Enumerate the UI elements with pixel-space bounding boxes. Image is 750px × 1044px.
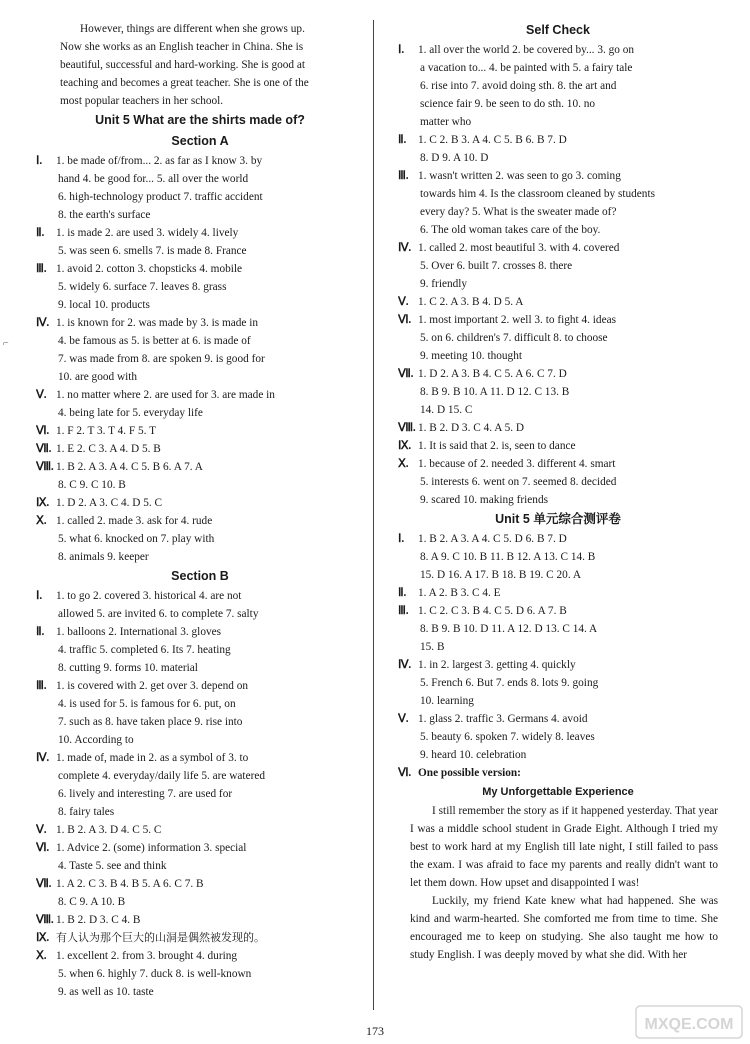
answer-line: 8. C 9. C 10. B: [58, 479, 126, 491]
answer-line: 10. According to: [58, 734, 134, 746]
answer-line: 9. local 10. products: [58, 299, 150, 311]
answer-text: 1. A 2. B 3. C 4. E: [418, 587, 501, 599]
answer-text: 1. C 2. C 3. B 4. C 5. D 6. A 7. B: [418, 605, 567, 617]
answer-line: [36, 947, 364, 965]
roman-numeral: Ⅱ.: [36, 227, 45, 239]
answer-line: 5. was seen 6. smells 7. is made 8. France: [58, 245, 247, 257]
answer-line: 5. Over 6. built 7. crosses 8. there: [420, 260, 573, 272]
binding-mark: ⌐: [3, 338, 9, 349]
paragraph-line: However, things are different when she grows up.: [80, 23, 305, 35]
answer-text: 1. C 2. B 3. A 4. C 5. B 6. B 7. D: [418, 134, 567, 146]
roman-numeral: Ⅷ.: [398, 422, 416, 434]
section-heading: Self Check: [526, 23, 590, 37]
roman-numeral: Ⅸ.: [36, 932, 50, 944]
paragraph-line: teaching and becomes a great teacher. She is one of the: [60, 77, 309, 89]
answer-line: 6. The old woman takes care of the boy.: [420, 224, 601, 236]
answer-line: hand 4. be good for... 5. all over the world: [58, 173, 249, 185]
answer-line: a vacation to... 4. be painted with 5. a fairy tale: [420, 62, 633, 74]
answer-line: [36, 839, 364, 857]
roman-numeral: Ⅳ.: [36, 317, 50, 329]
roman-numeral: Ⅶ.: [36, 878, 52, 890]
watermark-text: MXQE.COM: [644, 1016, 734, 1033]
answer-line: 8. cutting 9. forms 10. material: [58, 662, 198, 674]
roman-numeral: Ⅲ.: [398, 605, 409, 617]
essay-paragraph: I still remember the story as if it happened yesterday. That year I was a middle school student in Grade Eight. Although I tried my best to work hard at my English till late night, I still failed to pass the exam. I was afraid to face my parents and really didn't want to let them down. How upset and disappointed I was!: [410, 805, 718, 889]
answer-line: [36, 458, 364, 476]
essay-paragraph: Luckily, my friend Kate knew what had happened. She was kind and warm-hearted. She comforted me from time to time. She encouraged me to keep on studying. She also taught me how to study English. I was deeply moved by what she did. With her: [410, 895, 718, 961]
answer-line: [36, 875, 364, 893]
answer-line: [398, 656, 718, 674]
answer-line: [36, 386, 364, 404]
roman-numeral: Ⅲ.: [36, 680, 47, 692]
answer-text: 1. B 2. A 3. A 4. C 5. B 6. A 7. A: [56, 461, 203, 473]
answer-line: every day? 5. What is the sweater made of?: [420, 206, 617, 218]
answer-line: 5. on 6. children's 7. difficult 8. to choose: [420, 332, 608, 344]
answer-text: 1. B 2. D 3. C 4. B: [56, 914, 141, 926]
answer-text: 1. F 2. T 3. T 4. F 5. T: [56, 425, 157, 437]
roman-numeral: Ⅰ.: [398, 44, 405, 56]
answer-line: [36, 911, 364, 929]
answer-line: [36, 440, 364, 458]
answer-line: 5. when 6. highly 7. duck 8. is well-known: [58, 968, 252, 980]
answer-line: 10. learning: [420, 695, 474, 707]
roman-numeral: Ⅶ.: [398, 368, 414, 380]
answer-text: 1. Advice 2. (some) information 3. special: [56, 842, 247, 854]
answer-text: 1. to go 2. covered 3. historical 4. are not: [56, 590, 242, 602]
paragraph-line: most popular teachers in her school.: [60, 95, 224, 107]
answer-text: 1. in 2. largest 3. getting 4. quickly: [418, 659, 576, 671]
section-heading: Unit 5 What are the shirts made of?: [95, 113, 305, 127]
answer-line: 4. traffic 5. completed 6. Its 7. heating: [58, 644, 231, 656]
answer-text: 1. avoid 2. cotton 3. chopsticks 4. mobile: [56, 263, 243, 275]
answer-line: 5. what 6. knocked on 7. play with: [58, 533, 215, 545]
roman-numeral: Ⅶ.: [36, 443, 52, 455]
answer-text: 1. no matter where 2. are used for 3. are made in: [56, 389, 275, 401]
answer-line: 9. as well as 10. taste: [58, 986, 154, 998]
answer-line: [398, 455, 718, 473]
answer-line: 10. are good with: [58, 371, 138, 383]
answer-line: complete 4. everyday/daily life 5. are watered: [58, 770, 266, 782]
answer-text: 1. C 2. A 3. B 4. D 5. A: [418, 296, 524, 308]
answer-text: 1. B 2. A 3. D 4. C 5. C: [56, 824, 162, 836]
answer-line: [36, 224, 364, 242]
section-heading: Unit 5 单元综合测评卷: [495, 512, 621, 526]
answer-text: 1. wasn't written 2. was seen to go 3. coming: [418, 170, 621, 182]
answer-line: [36, 314, 364, 332]
answer-line: 5. beauty 6. spoken 7. widely 8. leaves: [420, 731, 595, 743]
answer-line: 4. Taste 5. see and think: [58, 860, 167, 872]
roman-numeral: Ⅲ.: [36, 263, 47, 275]
answer-text: 1. is covered with 2. get over 3. depend on: [56, 680, 248, 692]
answer-line: 5. French 6. But 7. ends 8. lots 9. going: [420, 677, 599, 689]
answer-line: 8. animals 9. keeper: [58, 551, 149, 563]
page-number: 173: [366, 1024, 384, 1038]
answer-text: 1. is known for 2. was made by 3. is made in: [56, 317, 259, 329]
roman-numeral: Ⅳ.: [398, 242, 412, 254]
essay-title: My Unforgettable Experience: [482, 786, 634, 798]
section-heading: Section B: [171, 569, 229, 583]
answer-line: 6. lively and interesting 7. are used for: [58, 788, 233, 800]
roman-numeral: Ⅱ.: [398, 134, 407, 146]
answer-text: 1. glass 2. traffic 3. Germans 4. avoid: [418, 713, 588, 725]
answer-line: [398, 131, 718, 149]
answer-line: 15. D 16. A 17. B 18. B 19. C 20. A: [420, 569, 582, 581]
answer-line: 8. B 9. B 10. A 11. D 12. C 13. B: [420, 386, 570, 398]
answer-line: [36, 512, 364, 530]
roman-numeral: Ⅴ.: [36, 389, 47, 401]
answer-line: [36, 422, 364, 440]
answer-line: [398, 530, 718, 548]
answer-line: [398, 365, 718, 383]
answer-line: 8. C 9. A 10. B: [58, 896, 126, 908]
answer-line: 15. B: [420, 641, 445, 653]
answer-line: [36, 821, 364, 839]
answer-line: [398, 437, 718, 455]
answer-line: 8. fairy tales: [58, 806, 115, 818]
right-column: [398, 20, 718, 964]
answer-text: 1. all over the world 2. be covered by... 3. go on: [418, 44, 635, 56]
answer-line: [398, 584, 718, 602]
answer-text: 1. called 2. most beautiful 3. with 4. covered: [418, 242, 620, 254]
answer-line: [36, 494, 364, 512]
answer-line: 14. D 15. C: [420, 404, 473, 416]
answer-text: 1. is made 2. are used 3. widely 4. lively: [56, 227, 239, 239]
answer-line: [36, 587, 364, 605]
answer-text: 1. because of 2. needed 3. different 4. smart: [418, 458, 616, 470]
roman-numeral: Ⅹ.: [36, 515, 47, 527]
answer-text: 1. be made of/from... 2. as far as I know 3. by: [56, 155, 263, 167]
answer-line: [398, 167, 718, 185]
answer-line: matter who: [420, 116, 472, 128]
answer-text: One possible version:: [418, 767, 521, 779]
answer-line: 9. friendly: [420, 278, 468, 290]
answer-line: towards him 4. Is the classroom cleaned by students: [420, 188, 655, 200]
answer-line: [398, 293, 718, 311]
answer-line: [36, 260, 364, 278]
answer-text: 1. It is said that 2. is, seen to dance: [418, 440, 576, 452]
roman-numeral: Ⅰ.: [398, 533, 405, 545]
roman-numeral: Ⅸ.: [398, 440, 412, 452]
roman-numeral: Ⅵ.: [398, 767, 412, 779]
answer-text: 1. B 2. A 3. A 4. C 5. D 6. B 7. D: [418, 533, 567, 545]
answer-line: 9. heard 10. celebration: [420, 749, 527, 761]
roman-numeral: Ⅲ.: [398, 170, 409, 182]
answer-line: [36, 152, 364, 170]
roman-numeral: Ⅳ.: [36, 752, 50, 764]
answer-text: 1. E 2. C 3. A 4. D 5. B: [56, 443, 161, 455]
answer-line: 8. D 9. A 10. D: [420, 152, 489, 164]
roman-numeral: Ⅴ.: [36, 824, 47, 836]
answer-text: 有人认为那个巨大的山洞是偶然被发现的。: [56, 931, 265, 944]
paragraph-line: Now she works as an English teacher in China. She is: [60, 41, 304, 53]
section-heading: Section A: [171, 134, 229, 148]
roman-numeral: Ⅸ.: [36, 497, 50, 509]
answer-line: 7. such as 8. have taken place 9. rise into: [58, 716, 243, 728]
answer-text: 1. excellent 2. from 3. brought 4. during: [56, 950, 238, 962]
roman-numeral: Ⅹ.: [398, 458, 409, 470]
sample-essay: [398, 782, 718, 964]
answer-line: [398, 710, 718, 728]
answer-line: 8. A 9. C 10. B 11. B 12. A 13. C 14. B: [420, 551, 596, 563]
answer-text: 1. D 2. A 3. C 4. D 5. C: [56, 497, 163, 509]
answer-text: 1. B 2. D 3. C 4. A 5. D: [418, 422, 525, 434]
answer-line: 6. rise into 7. avoid doing sth. 8. the art and: [420, 80, 617, 92]
answer-text: 1. called 2. made 3. ask for 4. rude: [56, 515, 213, 527]
answer-line: [36, 929, 364, 947]
roman-numeral: Ⅰ.: [36, 590, 43, 602]
roman-numeral: Ⅵ.: [398, 314, 412, 326]
answer-line: [398, 602, 718, 620]
answer-line: [398, 239, 718, 257]
answer-text: 1. most important 2. well 3. to fight 4. ideas: [418, 314, 616, 326]
answer-line: 7. was made from 8. are spoken 9. is good for: [58, 353, 265, 365]
answer-line: 5. widely 6. surface 7. leaves 8. grass: [58, 281, 227, 293]
roman-numeral: Ⅹ.: [36, 950, 47, 962]
answer-line: [398, 764, 718, 782]
left-column: [36, 20, 364, 1001]
roman-numeral: Ⅴ.: [398, 713, 409, 725]
answer-line: 9. scared 10. making friends: [420, 494, 548, 506]
answer-line: science fair 9. be seen to do sth. 10. no: [420, 98, 596, 110]
answer-line: 8. B 9. B 10. D 11. A 12. D 13. C 14. A: [420, 623, 598, 635]
roman-numeral: Ⅰ.: [36, 155, 43, 167]
answer-text: 1. A 2. C 3. B 4. B 5. A 6. C 7. B: [56, 878, 204, 890]
answer-text: 1. made of, made in 2. as a symbol of 3. to: [56, 752, 249, 764]
answer-line: 8. the earth's surface: [58, 209, 151, 221]
answer-line: [398, 311, 718, 329]
roman-numeral: Ⅷ.: [36, 914, 54, 926]
answer-line: 9. meeting 10. thought: [420, 350, 522, 362]
answer-text: 1. balloons 2. International 3. gloves: [56, 626, 222, 638]
roman-numeral: Ⅱ.: [398, 587, 407, 599]
roman-numeral: Ⅳ.: [398, 659, 412, 671]
answer-text: 1. D 2. A 3. B 4. C 5. A 6. C 7. D: [418, 368, 567, 380]
watermark-logo: [634, 1002, 744, 1042]
answer-line: 6. high-technology product 7. traffic accident: [58, 191, 263, 203]
roman-numeral: Ⅴ.: [398, 296, 409, 308]
answer-line: 4. be famous as 5. is better at 6. is made of: [58, 335, 251, 347]
answer-line: allowed 5. are invited 6. to complete 7. salty: [58, 608, 259, 620]
answer-line: [36, 623, 364, 641]
roman-numeral: Ⅵ.: [36, 842, 50, 854]
roman-numeral: Ⅷ.: [36, 461, 54, 473]
answer-line: 4. being late for 5. everyday life: [58, 407, 203, 419]
answer-line: [398, 41, 718, 59]
paragraph-line: beautiful, successful and hard-working. She is good at: [60, 59, 306, 71]
answer-line: 4. is used for 5. is famous for 6. put, on: [58, 698, 236, 710]
answer-line: 5. interests 6. went on 7. seemed 8. decided: [420, 476, 617, 488]
answer-line: [398, 419, 718, 437]
column-divider: [373, 20, 374, 1010]
roman-numeral: Ⅱ.: [36, 626, 45, 638]
answer-line: [36, 749, 364, 767]
answer-line: [36, 677, 364, 695]
roman-numeral: Ⅵ.: [36, 425, 50, 437]
